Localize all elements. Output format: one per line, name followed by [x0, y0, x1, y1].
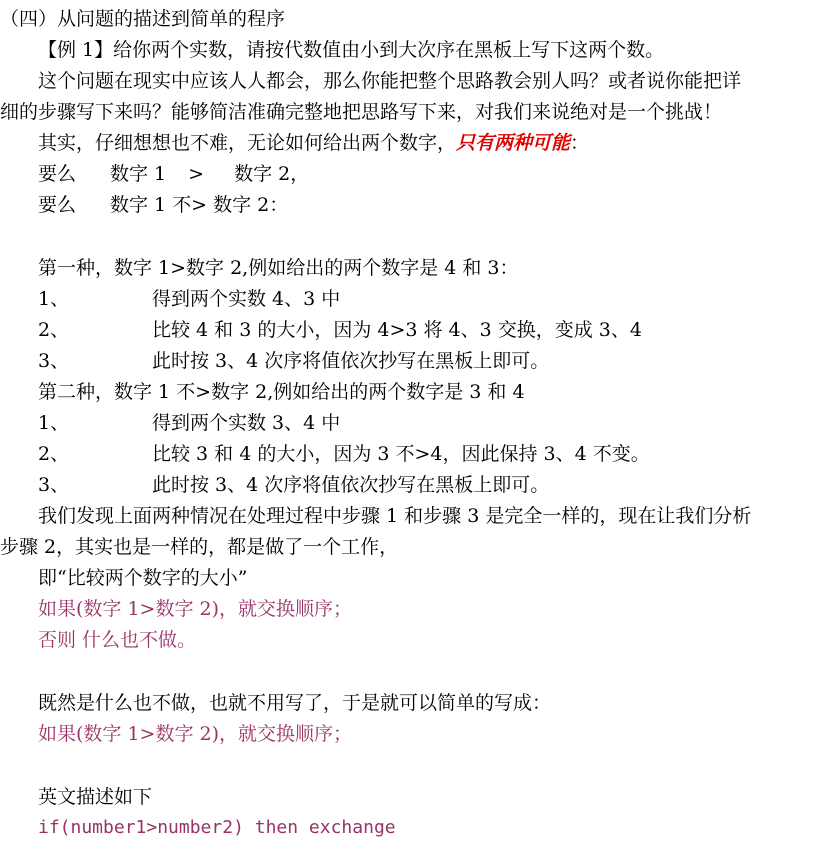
english-code: if(number1>number2) then exchange — [38, 817, 396, 838]
step-text: 此时按 3、4 次序将值依次抄写在黑板上即可。 — [152, 474, 550, 496]
second-case-step-1 — [38, 410, 340, 436]
case-greater-op: > — [188, 163, 205, 185]
rule-else: 否则 什么也不做。 — [38, 629, 197, 651]
case-greater-left: 数字 1 — [110, 163, 167, 185]
paragraph-1-line-2: 细的步骤写下来吗？能够简洁准确完整地把思路写下来，对我们来说绝对是一个挑战！ — [0, 101, 723, 123]
paragraph-2-prefix: 其实，仔细想想也不难，无论如何给出两个数字， — [38, 132, 457, 154]
case-greater-lead: 要么 — [38, 163, 77, 185]
case-not-greater — [38, 192, 288, 218]
step-text: 得到两个实数 4、3 中 — [152, 288, 341, 310]
paragraph-3-line-2: 步骤 2，其实也是一样的，都是做了一个工作， — [0, 536, 399, 558]
first-case-step-2 — [38, 317, 642, 343]
step-number: 3、 — [38, 350, 70, 372]
case-greater-right: 数字 2， — [234, 163, 310, 185]
first-case-step-1 — [38, 286, 340, 312]
example-statement: 【例 1】给你两个实数，请按代数值由小到大次序在黑板上写下这两个数。 — [38, 39, 665, 61]
step-number: 1、 — [38, 412, 70, 434]
second-case-step-2 — [38, 441, 650, 467]
first-case-step-3 — [38, 348, 549, 374]
first-case-title: 第一种，数字 1>数字 2,例如给出的两个数字是 4 和 3： — [38, 257, 519, 279]
section-heading: （四）从问题的描述到简单的程序 — [0, 8, 286, 30]
step-text: 此时按 3、4 次序将值依次抄写在黑板上即可。 — [152, 350, 550, 372]
step-number: 1、 — [38, 288, 70, 310]
case-greater — [38, 161, 309, 187]
two-possibilities-highlight: 只有两种可能 — [456, 132, 571, 154]
paragraph-2-suffix: ： — [570, 132, 590, 154]
step-number: 2、 — [38, 443, 70, 465]
step-text: 比较 3 和 4 的大小，因为 3 不>4，因此保持 3、4 不变。 — [152, 443, 650, 465]
step-text: 得到两个实数 3、4 中 — [152, 412, 341, 434]
step-number: 2、 — [38, 319, 70, 341]
compare-quote: 即“比较两个数字的大小” — [38, 567, 248, 589]
step-number: 3、 — [38, 474, 70, 496]
paragraph-3-line-1: 我们发现上面两种情况在处理过程中步骤 1 和步骤 3 是完全一样的，现在让我们分析 — [38, 505, 752, 527]
english-title: 英文描述如下 — [38, 786, 153, 808]
rule-if: 如果(数字 1>数字 2)，就交换顺序； — [38, 598, 353, 620]
paragraph-2 — [38, 130, 589, 156]
case-not-greater-lead: 要么 — [38, 194, 77, 216]
step-text: 比较 4 和 3 的大小，因为 4>3 将 4、3 交换，变成 3、4 — [152, 319, 642, 341]
second-case-title: 第二种，数字 1 不>数字 2,例如给出的两个数字是 3 和 4 — [38, 381, 525, 403]
rule-if-simple: 如果(数字 1>数字 2)，就交换顺序； — [38, 723, 353, 745]
paragraph-1-line-1: 这个问题在现实中应该人人都会，那么你能把整个思路教会别人吗？或者说你能把详 — [38, 70, 742, 92]
case-not-greater-text: 数字 1 不> 数字 2： — [110, 194, 289, 216]
paragraph-4: 既然是什么也不做，也就不用写了，于是就可以简单的写成： — [38, 692, 552, 714]
second-case-step-3 — [38, 472, 549, 498]
